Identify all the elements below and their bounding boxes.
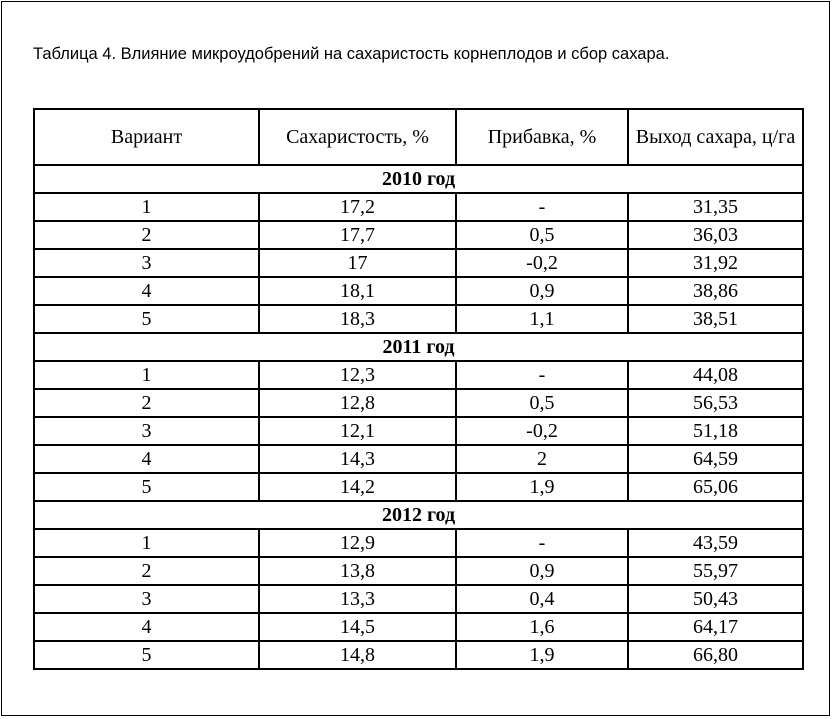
year-section-label: 2011 год [34,333,803,361]
cell-sugar-yield: 43,59 [628,529,803,557]
cell-variant: 4 [34,445,259,473]
cell-variant: 4 [34,277,259,305]
cell-sugar-content: 17,2 [259,193,456,221]
cell-sugar-yield: 31,92 [628,249,803,277]
cell-variant: 3 [34,249,259,277]
cell-sugar-yield: 51,18 [628,417,803,445]
data-table [33,108,804,670]
table-row [34,417,803,445]
cell-increase: -0,2 [456,417,628,445]
table-row [34,389,803,417]
column-header-variant: Вариант [34,109,259,165]
table-row [34,277,803,305]
cell-sugar-content: 13,8 [259,557,456,585]
cell-variant: 2 [34,557,259,585]
table-row [34,249,803,277]
table-row [34,641,803,669]
cell-sugar-yield: 38,86 [628,277,803,305]
table-row [34,445,803,473]
table-row [34,193,803,221]
cell-variant: 2 [34,389,259,417]
cell-sugar-content: 18,1 [259,277,456,305]
cell-sugar-content: 17,7 [259,221,456,249]
year-section-row [34,165,803,193]
year-section-row [34,333,803,361]
cell-variant: 1 [34,193,259,221]
cell-increase: 1,9 [456,473,628,501]
cell-increase: 0,5 [456,221,628,249]
cell-increase: 0,9 [456,277,628,305]
table-row [34,473,803,501]
cell-increase: - [456,193,628,221]
cell-sugar-yield: 66,80 [628,641,803,669]
cell-variant: 5 [34,305,259,333]
cell-sugar-yield: 64,59 [628,445,803,473]
cell-sugar-content: 12,9 [259,529,456,557]
cell-sugar-content: 13,3 [259,585,456,613]
cell-sugar-yield: 31,35 [628,193,803,221]
cell-increase: 0,9 [456,557,628,585]
cell-variant: 4 [34,613,259,641]
cell-sugar-yield: 50,43 [628,585,803,613]
table-caption: Таблица 4. Влияние микроудобрений на сахаристость корнеплодов и сбор сахара. [33,45,670,63]
cell-sugar-content: 14,2 [259,473,456,501]
table-header-row [34,109,803,165]
column-header-increase: Прибавка, % [456,109,628,165]
table-row [34,585,803,613]
year-section-label: 2012 год [34,501,803,529]
cell-increase: 0,4 [456,585,628,613]
cell-sugar-content: 17 [259,249,456,277]
cell-increase: 0,5 [456,389,628,417]
table-row [34,613,803,641]
cell-sugar-yield: 55,97 [628,557,803,585]
cell-variant: 5 [34,641,259,669]
cell-increase: 1,6 [456,613,628,641]
cell-variant: 5 [34,473,259,501]
table-row [34,221,803,249]
cell-sugar-content: 14,5 [259,613,456,641]
cell-increase: 2 [456,445,628,473]
cell-sugar-content: 14,3 [259,445,456,473]
cell-increase: 1,1 [456,305,628,333]
cell-increase: - [456,529,628,557]
cell-sugar-content: 18,3 [259,305,456,333]
cell-variant: 3 [34,417,259,445]
table-body [34,165,803,669]
cell-sugar-yield: 44,08 [628,361,803,389]
table-row [34,557,803,585]
table-row [34,529,803,557]
cell-sugar-yield: 65,06 [628,473,803,501]
cell-variant: 1 [34,361,259,389]
year-section-label: 2010 год [34,165,803,193]
cell-increase: 1,9 [456,641,628,669]
cell-increase: -0,2 [456,249,628,277]
cell-sugar-yield: 38,51 [628,305,803,333]
cell-variant: 1 [34,529,259,557]
cell-sugar-content: 14,8 [259,641,456,669]
column-header-sugar-yield: Выход сахара, ц/га [628,109,803,165]
cell-sugar-content: 12,3 [259,361,456,389]
cell-sugar-content: 12,8 [259,389,456,417]
table-row [34,305,803,333]
cell-variant: 3 [34,585,259,613]
cell-sugar-yield: 56,53 [628,389,803,417]
table-row [34,361,803,389]
column-header-sugar-content: Сахаристость, % [259,109,456,165]
cell-sugar-yield: 36,03 [628,221,803,249]
cell-sugar-content: 12,1 [259,417,456,445]
year-section-row [34,501,803,529]
cell-variant: 2 [34,221,259,249]
cell-sugar-yield: 64,17 [628,613,803,641]
cell-increase: - [456,361,628,389]
